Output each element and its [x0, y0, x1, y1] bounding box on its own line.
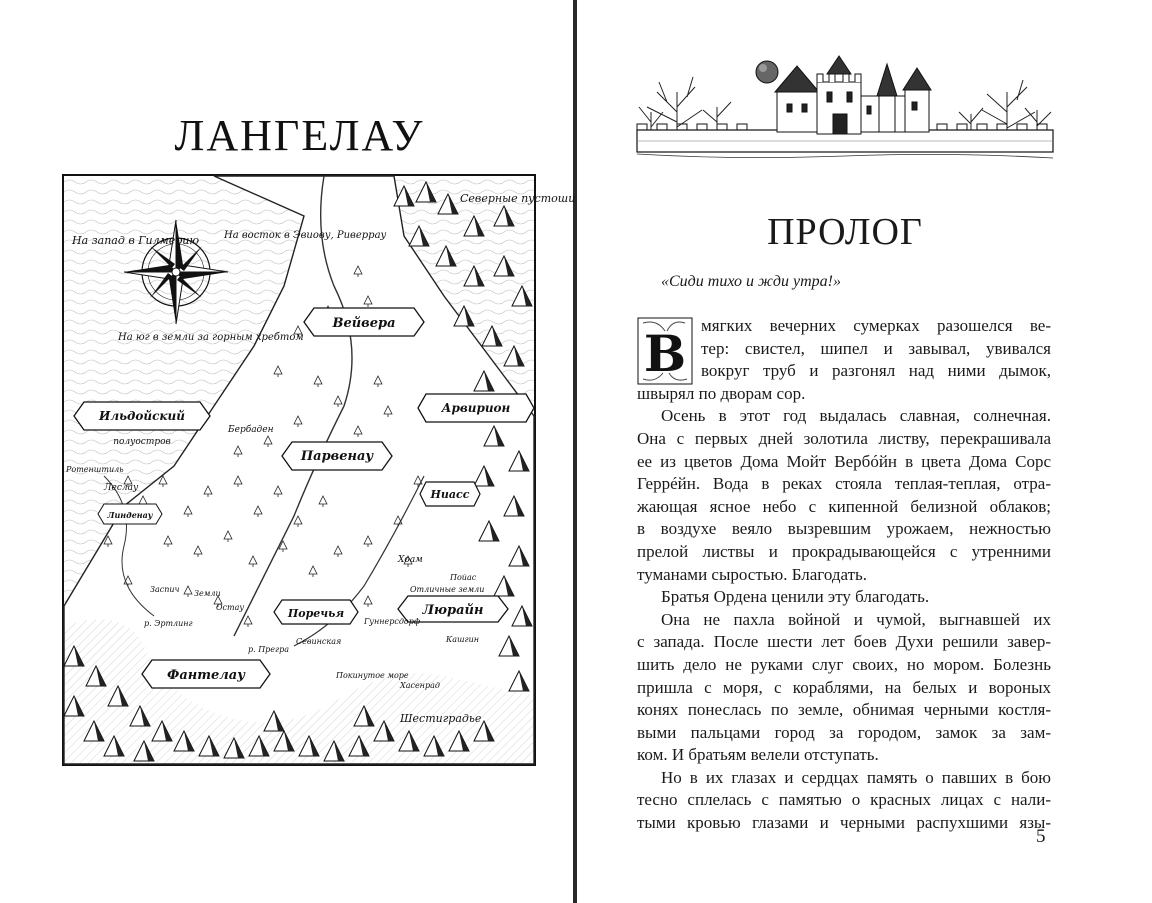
castle-header-illustration: [637, 52, 1053, 168]
map-label-niass: Ниасс: [430, 488, 470, 501]
chapter-title: ПРОЛОГ: [767, 211, 923, 253]
map-label-ildoisky-sub: полуостров: [113, 437, 171, 447]
text-line: прелой листвы и прокрадывающейся с утренними: [637, 541, 1051, 561]
map-label-hasenrad: Хасенрад: [400, 681, 440, 690]
map-label-pregra: р. Прегра: [248, 645, 289, 654]
text-line: ее из цветов Дома Мойт Вербóйн в цвета Дома Сорс: [637, 451, 1051, 471]
map-label-south: На юг в земли за горным хребтом: [118, 332, 304, 343]
map-label-kashgen: Кашгин: [446, 635, 480, 644]
text-line: Но в их глазах и сердцах память о павших в бою: [661, 767, 1051, 787]
map-label-north: Северные пустоши: [460, 192, 576, 205]
text-line: тыми кровью глазами и черными распухшими язы-: [637, 813, 1051, 833]
map-label-poias: Пойас: [450, 573, 477, 582]
text-line: тер: свистел, шипел и завывал, увивался: [701, 338, 1051, 358]
map-label-lyurain: Люрайн: [422, 603, 484, 618]
map-label-shestigradie: Шестиградье: [400, 712, 482, 725]
map-label-pereche: Поречья: [287, 607, 345, 620]
text-line: в воздухе веяло вызревшим урожаем, нежностью: [637, 519, 1051, 539]
page-number: 5: [1036, 826, 1046, 847]
text-line: конях понеслась по земле, обнимая черными костля-: [637, 700, 1051, 720]
map-illustration: [62, 174, 576, 766]
text-line: с запада. После шести лет боев Духи решили завер-: [637, 632, 1051, 652]
map-label-ildoisky: Ильдойский: [99, 409, 185, 423]
text-line: Она не пахла войной и чумой, выгнавшей их: [661, 609, 1051, 629]
text-line: шить дело не руками слуг своих, но мором. Болезнь: [637, 654, 1051, 674]
map-label-rotenstil: Ротенштиль: [66, 465, 124, 474]
map-label-veivera: Вейвера: [332, 316, 396, 331]
map-label-gunsdorf: Гуннерсдорф: [364, 617, 421, 626]
text-line: мягких вечерних сумерках разошелся ве-: [701, 316, 1051, 335]
text-line: Осень в этот год выдалась славная, солнечная.: [661, 406, 1051, 426]
text-line: выми пальцами город за городом, замок за зам-: [637, 722, 1051, 742]
map-label-beberaden: Бербаден: [228, 425, 274, 435]
map-label-lindenau: Линденау: [107, 510, 153, 520]
map-label-parvenau: Парвенау: [300, 449, 374, 464]
text-line: Братья Ордена ценили эту благодать.: [661, 587, 930, 607]
map-label-west: На запад в Гилмерию: [72, 234, 200, 247]
text-line: швырял по дворам сор.: [637, 383, 806, 403]
map-label-east: На восток в Эвиову, Риверрау: [224, 230, 387, 241]
map-label-sevin: Севинская: [296, 637, 342, 646]
drop-cap-letter: В: [643, 324, 687, 383]
map-label-arvirion: Арвирион: [441, 401, 511, 415]
text-line: Она с первых дней золотила листву, перекрашивала: [637, 428, 1051, 448]
text-line: туманами сыростью. Благодать.: [637, 564, 868, 584]
body-text: [637, 315, 1051, 835]
map-label-fantelau: Фантелау: [167, 668, 245, 683]
text-line: ком. И братьям велели отступать.: [637, 745, 879, 765]
drop-cap-ornament: [637, 317, 693, 385]
text-line: пришла с моря, с кораблями, на белых и вороных: [637, 677, 1051, 697]
map-label-hoam: Хоам: [398, 555, 423, 565]
text-line: вокруг труб и разгонял над ними дымок,: [701, 361, 1051, 381]
castle: [775, 56, 931, 134]
map-label-pokinutoe: Покинутое море: [336, 671, 409, 680]
text-line: тесно сплелась с памятью о красных лицах с нали-: [637, 790, 1051, 810]
book-spine: [573, 0, 577, 903]
text-line: Геррéйн. Вода в реках стояла теплая-теплая, отра-: [637, 474, 1051, 494]
map-label-zaspich: Заспич: [150, 585, 180, 594]
map-label-ertliting: р. Эртлинг: [144, 619, 193, 628]
map-label-zemlya: Земли: [194, 589, 221, 598]
map-label-ostau: Остау: [216, 603, 245, 612]
moon-icon: [756, 61, 778, 83]
map-label-otnichnye: Отличные земли: [410, 585, 485, 594]
epigraph: «Сиди тихо и жди утра!»: [661, 273, 841, 290]
map-title: ЛАНГЕЛАУ: [174, 111, 425, 160]
map-label-leslau: Леслау: [104, 483, 139, 493]
text-line: жающая ясное небо с кипенной белизной облаков;: [637, 496, 1051, 516]
